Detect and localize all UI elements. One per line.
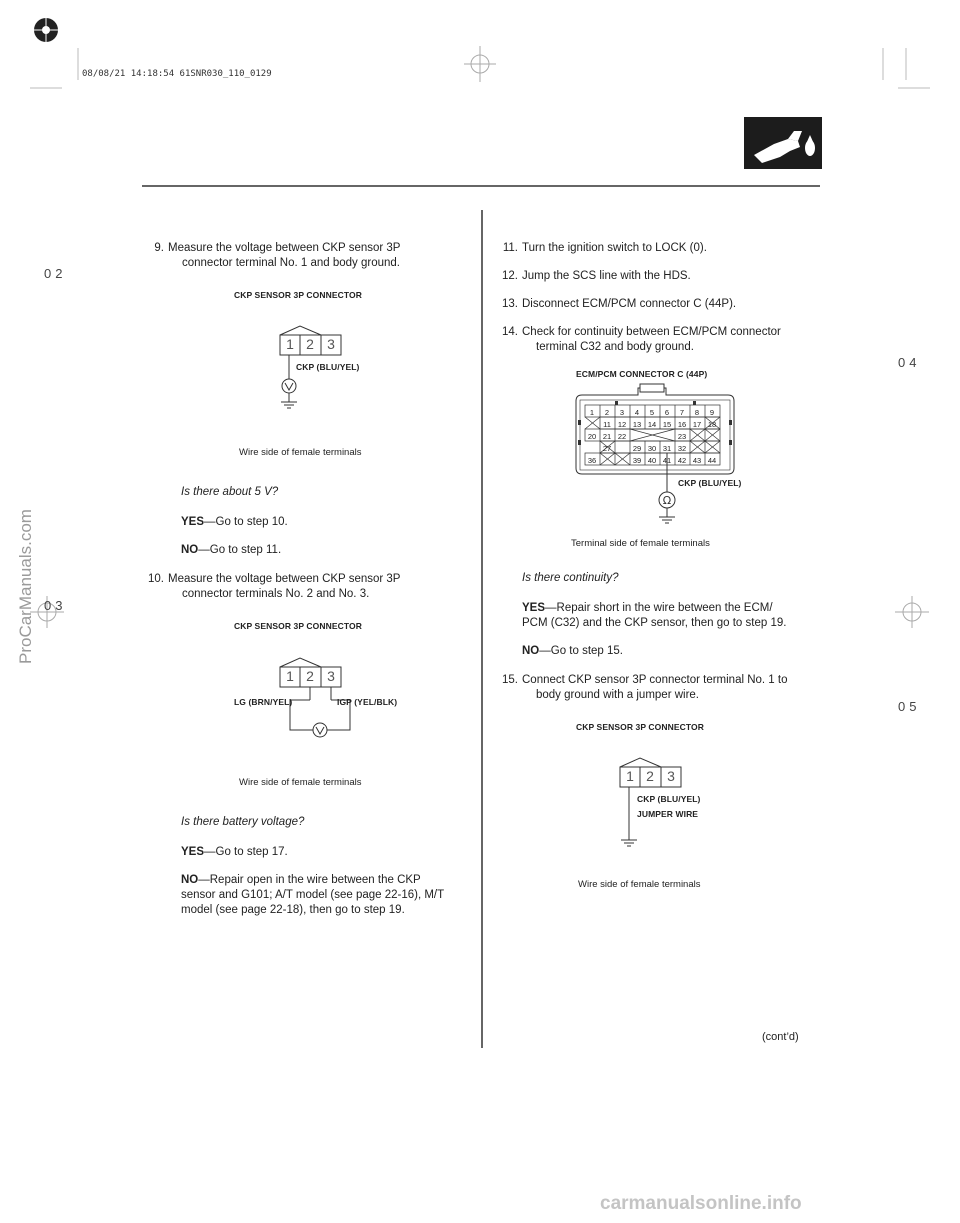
pin-label: 7	[679, 408, 685, 417]
pin-label: 32	[677, 444, 687, 453]
step-text: Measure the voltage between CKP sensor 3P connector terminal No. 1 and body ground.	[168, 242, 401, 269]
step-number: 14.	[502, 326, 518, 338]
pin-label: 11	[603, 420, 611, 429]
pin-label: 3	[327, 336, 335, 352]
pin-label: 36	[587, 456, 597, 465]
pin-label: 2	[306, 668, 314, 684]
continued-note: (cont’d)	[762, 1031, 799, 1043]
pin-label: 44	[707, 456, 717, 465]
pin-label: 15	[662, 420, 672, 429]
step-11	[498, 241, 818, 257]
side-watermark: ProCarManuals.com	[16, 509, 35, 664]
question: Is there battery voltage?	[181, 816, 305, 828]
pin-label: 43	[692, 456, 702, 465]
pin-label: 41	[662, 456, 672, 465]
pin-label: 21	[602, 432, 612, 441]
answer-no: NO—Repair open in the wire between the CKP sensor and G101; A/T model (see page 22-16), M/T model (see page 22-18), then go to step 19.	[181, 874, 445, 916]
pin-label: 2	[604, 408, 610, 417]
question: Is there about 5 V?	[181, 486, 279, 498]
pin-label: 17	[692, 420, 702, 429]
step-10	[144, 572, 464, 604]
pin-label: 1	[286, 668, 294, 684]
margin-mark: 04	[898, 355, 921, 370]
figure-caption: Wire side of female terminals	[578, 879, 701, 890]
step-number: 10.	[148, 573, 164, 585]
step-text: Connect CKP sensor 3P connector terminal No. 1 to body ground with a jumper wire.	[522, 674, 788, 701]
pin-label: 14	[647, 420, 657, 429]
answer-yes: YES—Go to step 10.	[181, 516, 288, 528]
pin-label: 2	[646, 768, 654, 784]
pin-label: 1	[626, 768, 634, 784]
pin-label: 12	[617, 420, 627, 429]
margin-mark: 02	[44, 266, 67, 281]
pin-label: 27	[602, 444, 612, 453]
step-number: 11.	[502, 242, 518, 254]
figure-title: CKP SENSOR 3P CONNECTOR	[234, 621, 362, 631]
wire-label: IGP (YEL/BLK)	[337, 697, 398, 707]
pin-label: 30	[647, 444, 657, 453]
pin-label: 8	[694, 408, 700, 417]
answer-no: NO—Go to step 15.	[522, 645, 623, 657]
pin-label: 3	[619, 408, 625, 417]
step-number: 12.	[502, 270, 518, 282]
figure-title: CKP SENSOR 3P CONNECTOR	[234, 290, 362, 300]
pin-label: 6	[664, 408, 670, 417]
step-text: Check for continuity between ECM/PCM connector terminal C32 and body ground.	[522, 326, 781, 353]
figure-caption: Wire side of female terminals	[239, 447, 362, 458]
pin-label: 40	[647, 456, 657, 465]
wire-label: CKP (BLU/YEL)	[637, 794, 701, 804]
pin-label: 16	[677, 420, 687, 429]
pin-label: 39	[632, 456, 642, 465]
fuel-nozzle-icon	[744, 117, 822, 169]
margin-mark: 05	[898, 699, 921, 714]
ecm-pcm-connector-diagram	[570, 380, 740, 530]
answer-yes: YES—Repair short in the wire between the ECM/ PCM (C32) and the CKP sensor, then go to step 19.	[522, 602, 787, 629]
figure-caption: Wire side of female terminals	[239, 777, 362, 788]
figure-title: CKP SENSOR 3P CONNECTOR	[576, 722, 704, 732]
pin-label: 20	[587, 432, 597, 441]
pin-label: 3	[327, 668, 335, 684]
answer-yes: YES—Go to step 17.	[181, 846, 288, 858]
step-15	[498, 673, 818, 705]
wire-label: CKP (BLU/YEL)	[296, 362, 360, 372]
pin-label: 29	[632, 444, 642, 453]
step-text: Measure the voltage between CKP sensor 3P connector terminals No. 2 and No. 3.	[168, 573, 401, 600]
step-number: 9.	[154, 242, 164, 254]
step-14	[498, 325, 818, 357]
step-13	[498, 297, 818, 313]
pin-label: 22	[617, 432, 627, 441]
wire-label: LG (BRN/YEL)	[234, 697, 293, 707]
jumper-label: JUMPER WIRE	[637, 809, 699, 819]
ckp-connector-jumper-diagram	[600, 752, 720, 862]
svg-text:Ω: Ω	[662, 494, 672, 507]
bottom-watermark: carmanualsonline.info	[600, 1193, 802, 1214]
pin-label: 23	[677, 432, 687, 441]
answer-no: NO—Go to step 11.	[181, 544, 282, 556]
margin-mark: 03	[44, 598, 67, 613]
pin-label: 9	[709, 408, 715, 417]
step-number: 15.	[502, 674, 518, 686]
question: Is there continuity?	[522, 572, 619, 584]
pin-label: 42	[677, 456, 687, 465]
step-9	[144, 241, 464, 273]
figure-caption: Terminal side of female terminals	[571, 538, 710, 549]
pin-label: 1	[589, 408, 595, 417]
step-number: 13.	[502, 298, 518, 310]
pin-label: 18	[707, 420, 717, 429]
print-stamp: 08/08/21 14:18:54 61SNR030_110_0129	[82, 69, 272, 79]
step-text: Turn the ignition switch to LOCK (0).	[522, 242, 707, 254]
step-text: Disconnect ECM/PCM connector C (44P).	[522, 298, 737, 310]
figure-title: ECM/PCM CONNECTOR C (44P)	[576, 369, 708, 379]
step-12	[498, 269, 818, 285]
pin-label: 5	[649, 408, 655, 417]
step-text: Jump the SCS line with the HDS.	[522, 270, 691, 282]
pin-label: 3	[667, 768, 675, 784]
pin-label: 4	[634, 408, 640, 417]
pin-label: 13	[632, 420, 642, 429]
pin-label: 31	[662, 444, 672, 453]
wire-label: CKP (BLU/YEL)	[678, 478, 742, 488]
pin-label: 1	[286, 336, 294, 352]
pin-label: 2	[306, 336, 314, 352]
